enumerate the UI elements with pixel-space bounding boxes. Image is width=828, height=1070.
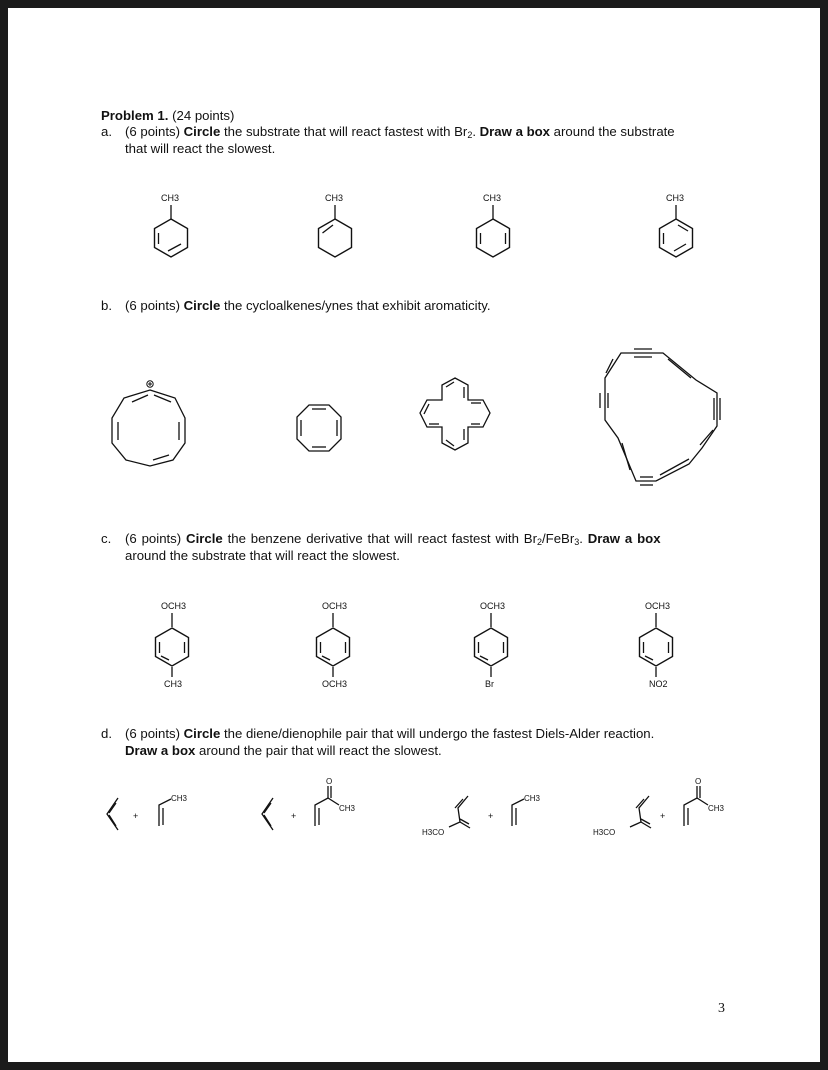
part-c-mid: the benzene derivative that will react fastest with Br — [222, 531, 537, 546]
part-c-letter: c. — [101, 531, 112, 546]
part-c-line2: around the substrate that will react the slowest. — [125, 548, 400, 563]
part-d-oxygen-1: O — [326, 777, 333, 786]
part-a-label-3: CH3 — [483, 193, 502, 203]
part-b-cation-ring — [112, 390, 185, 466]
part-b-points: (6 points) — [125, 298, 184, 313]
plus-charge-icon — [147, 381, 153, 387]
part-d-plus-3: + — [488, 811, 494, 821]
part-d-pair-2-diene — [262, 798, 273, 830]
part-b-circle: Circle — [183, 298, 221, 313]
part-a-label-1: CH3 — [161, 193, 180, 203]
part-a-end: around the substrate — [550, 124, 675, 139]
part-a-points: (6 points) — [125, 124, 184, 139]
part-d-label-2: CH3 — [339, 804, 356, 813]
part-c-bottom-label-1: CH3 — [164, 679, 183, 689]
part-c-points: (6 points) — [125, 531, 187, 546]
part-b-cross-annulene — [420, 378, 490, 450]
part-c-molecule-4 — [640, 613, 673, 677]
part-a-molecule-4 — [660, 205, 693, 257]
part-a-label-4: CH3 — [666, 193, 685, 203]
part-d-plus-4: + — [660, 811, 666, 821]
part-a-label-2: CH3 — [325, 193, 344, 203]
part-a-mid: the substrate that will react fastest with Br — [220, 124, 468, 139]
problem-heading: Problem 1. — [101, 108, 169, 123]
problem-points: (24 points) — [168, 108, 235, 123]
part-c-sub1: 2 — [536, 537, 542, 547]
part-d-label-4: CH3 — [708, 804, 725, 813]
part-c-bottom-label-4: NO2 — [649, 679, 668, 689]
document-page — [8, 8, 820, 1062]
part-b-octagon-ring — [297, 405, 341, 451]
part-d-points: (6 points) — [125, 726, 184, 741]
part-c-top-label-1: OCH3 — [161, 601, 187, 611]
part-b-rest: the cycloalkenes/ynes that exhibit aromaticity. — [220, 298, 491, 313]
part-c-circle: Circle — [186, 531, 223, 546]
part-a-dot: . — [472, 124, 480, 139]
part-a-letter: a. — [101, 124, 112, 139]
part-c-molecule-3 — [475, 613, 508, 677]
part-a-molecule-2 — [319, 205, 352, 257]
part-d-label-1: CH3 — [171, 794, 188, 803]
part-c-top-label-4: OCH3 — [645, 601, 671, 611]
part-c-molecule-2 — [317, 613, 350, 677]
page-number: 3 — [718, 1001, 725, 1016]
chemical-structures — [8, 8, 820, 1062]
part-d-pair-3-dienophile — [512, 799, 524, 826]
part-a-molecule-3 — [477, 205, 510, 257]
part-d-rest: the diene/dienophile pair that will undergo the fastest Diels-Alder reaction. — [220, 726, 655, 741]
part-d-pair-2-dienophile — [315, 786, 339, 826]
part-d-oxygen-2: O — [695, 777, 702, 786]
part-c-top-label-3: OCH3 — [480, 601, 506, 611]
part-c-box: Draw a box — [587, 531, 661, 546]
part-d-methoxy-1: H3CO — [422, 828, 445, 837]
part-d-pair-3-diene — [449, 796, 470, 828]
part-d-line2-rest: around the pair that will react the slowest. — [195, 743, 442, 758]
part-d-pair-4-dienophile — [684, 786, 708, 826]
part-c-slash: /FeBr — [541, 531, 575, 546]
part-a-molecule-1 — [155, 205, 188, 257]
part-c-sub2: 3 — [574, 537, 580, 547]
part-d-circle: Circle — [183, 726, 221, 741]
part-d-methoxy-2: H3CO — [593, 828, 616, 837]
part-c-top-label-2: OCH3 — [322, 601, 348, 611]
part-d-plus-1: + — [133, 811, 139, 821]
part-a-circle: Circle — [183, 124, 221, 139]
part-d-pair-1-diene — [107, 798, 118, 830]
part-a-sub: 2 — [467, 130, 473, 140]
part-d-box: Draw a box — [125, 743, 196, 758]
part-d-pair-4-diene — [630, 796, 651, 828]
part-a-line2: that will react the slowest. — [125, 141, 276, 156]
part-b-large-annulene — [600, 349, 720, 485]
part-d-pair-1-dienophile — [159, 799, 171, 826]
part-c-molecule-1 — [156, 613, 189, 677]
part-d-letter: d. — [101, 726, 112, 741]
part-c-bottom-label-2: OCH3 — [322, 679, 348, 689]
part-a-box: Draw a box — [479, 124, 551, 139]
part-c-dot: . — [579, 531, 588, 546]
part-d-plus-2: + — [291, 811, 297, 821]
part-b-letter: b. — [101, 298, 112, 313]
part-d-label-3: CH3 — [524, 794, 541, 803]
part-c-bottom-label-3: Br — [485, 679, 494, 689]
